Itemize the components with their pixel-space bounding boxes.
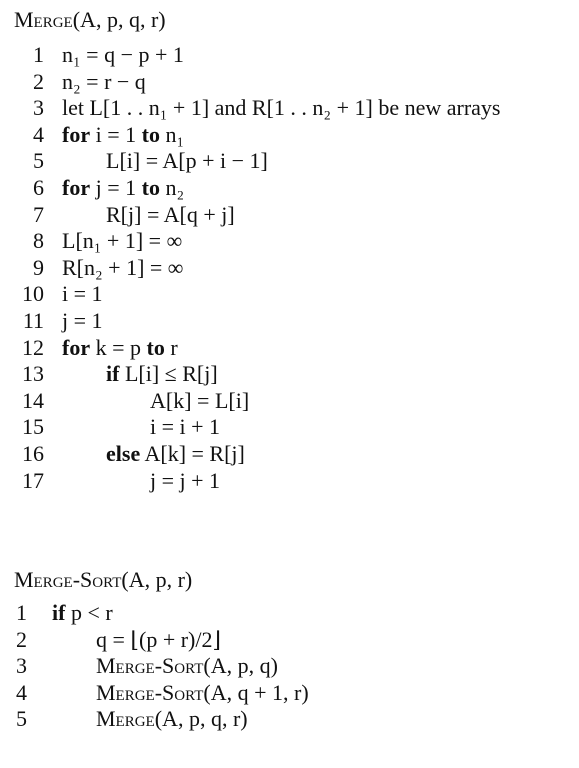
merge-sort-line-3 (14, 653, 309, 680)
line-code (44, 308, 103, 334)
line-number: 13 (22, 361, 44, 387)
line-code (44, 175, 184, 201)
merge-line-10 (14, 281, 501, 308)
keyword: to (141, 174, 160, 200)
code-text: L[n₁ + 1] = ∞ (62, 228, 183, 254)
merge-sort-procedure-name: Merge-Sort (14, 567, 122, 592)
line-number: 15 (22, 414, 44, 440)
line-code (44, 69, 146, 95)
merge-sort-line-4 (14, 680, 309, 707)
merge-line-12 (14, 335, 501, 362)
line-number: 8 (33, 228, 44, 254)
procedure-call-name: Merge-Sort (96, 679, 204, 705)
line-number: 5 (33, 148, 44, 174)
merge-line-6 (14, 175, 501, 202)
merge-sort-procedure-params: (A, p, r) (121, 567, 193, 592)
keyword: for (62, 174, 91, 200)
merge-sort-header (14, 566, 309, 594)
merge-line-4 (14, 122, 501, 149)
line-code (44, 335, 178, 361)
line-code (30, 680, 309, 706)
merge-sort-line-5 (14, 706, 309, 733)
line-number: 2 (33, 68, 44, 94)
merge-header (14, 6, 501, 34)
merge-line-5 (14, 148, 501, 175)
line-number: 17 (22, 467, 44, 493)
code-text: L[i] ≤ R[j] (119, 361, 218, 387)
line-number: 14 (22, 387, 44, 413)
line-code (44, 361, 218, 387)
keyword: if (52, 600, 66, 625)
code-text: (A, q + 1, r) (203, 679, 309, 705)
line-number: 1 (33, 42, 44, 67)
code-text: j = 1 (90, 174, 142, 200)
line-number: 12 (22, 334, 44, 360)
merge-line-16 (14, 441, 501, 468)
line-code (44, 42, 184, 68)
line-code (44, 148, 268, 174)
code-text: (A, p, q) (203, 653, 278, 679)
line-number: 9 (33, 254, 44, 280)
merge-line-14 (14, 388, 501, 415)
line-code (44, 122, 184, 148)
code-text: (A, p, q, r) (154, 706, 248, 732)
code-text: let L[1 . . n₁ + 1] and R[1 . . n₂ + 1] be new arrays (62, 95, 501, 121)
code-text: k = p (90, 334, 147, 360)
code-text: n₁ (159, 121, 185, 147)
code-text: j = 1 (62, 307, 103, 333)
merge-sort-code-lines (14, 600, 309, 733)
line-number: 5 (16, 706, 27, 732)
merge-line-13 (14, 361, 501, 388)
merge-procedure (14, 6, 501, 494)
merge-procedure-name: Merge (14, 7, 73, 32)
code-text: A[k] = L[i] (150, 387, 250, 413)
code-text: A[k] = R[j] (140, 440, 245, 466)
line-number: 16 (22, 440, 44, 466)
procedure-call-name: Merge-Sort (96, 653, 204, 679)
code-text: L[i] = A[p + i − 1] (106, 148, 268, 174)
merge-sort-line-2 (14, 627, 309, 654)
code-text: j = j + 1 (150, 467, 221, 493)
code-text: R[j] = A[q + j] (106, 201, 235, 227)
code-text: i = i + 1 (150, 414, 221, 440)
line-code (30, 653, 278, 679)
line-code (44, 202, 235, 228)
line-code (44, 281, 103, 307)
line-code (44, 414, 220, 440)
line-number: 4 (16, 679, 27, 705)
merge-line-8 (14, 228, 501, 255)
code-text: n₂ (159, 174, 185, 200)
line-number: 6 (33, 174, 44, 200)
code-text: p < r (65, 600, 113, 625)
keyword: to (146, 334, 165, 360)
code-text: i = 1 (90, 121, 142, 147)
code-text: i = 1 (62, 281, 103, 307)
merge-line-3 (14, 95, 501, 122)
keyword: to (141, 121, 160, 147)
code-text: R[n₂ + 1] = ∞ (62, 254, 184, 280)
code-text: n₁ = q − p + 1 (62, 42, 184, 67)
merge-line-11 (14, 308, 501, 335)
keyword: else (106, 440, 141, 466)
merge-line-1 (14, 42, 501, 69)
merge-line-17 (14, 468, 501, 495)
merge-line-9 (14, 255, 501, 282)
code-text: r (164, 334, 178, 360)
line-code (30, 706, 248, 732)
line-number: 3 (33, 95, 44, 121)
line-number: 7 (33, 201, 44, 227)
line-number: 11 (22, 307, 44, 333)
line-number: 3 (16, 653, 27, 679)
line-code (44, 255, 184, 281)
keyword: for (62, 121, 91, 147)
line-code (30, 600, 113, 626)
merge-sort-line-1 (14, 600, 309, 627)
code-text: q = ⌊(p + r)/2⌋ (96, 626, 222, 652)
merge-code-lines (14, 42, 501, 494)
line-code (44, 441, 245, 467)
merge-line-15 (14, 414, 501, 441)
line-code (44, 388, 249, 414)
merge-sort-procedure (14, 566, 309, 733)
line-code (44, 468, 220, 494)
merge-procedure-params: (A, p, q, r) (72, 7, 166, 32)
line-number: 4 (33, 121, 44, 147)
line-number: 1 (16, 600, 27, 625)
keyword: if (106, 361, 120, 387)
merge-line-7 (14, 202, 501, 229)
line-code (44, 228, 182, 254)
line-number: 2 (16, 626, 27, 652)
line-number: 10 (22, 281, 44, 307)
line-code (30, 627, 221, 653)
keyword: for (62, 334, 91, 360)
line-code (44, 95, 501, 121)
code-text: n₂ = r − q (62, 68, 146, 94)
procedure-call-name: Merge (96, 706, 155, 732)
merge-line-2 (14, 69, 501, 96)
